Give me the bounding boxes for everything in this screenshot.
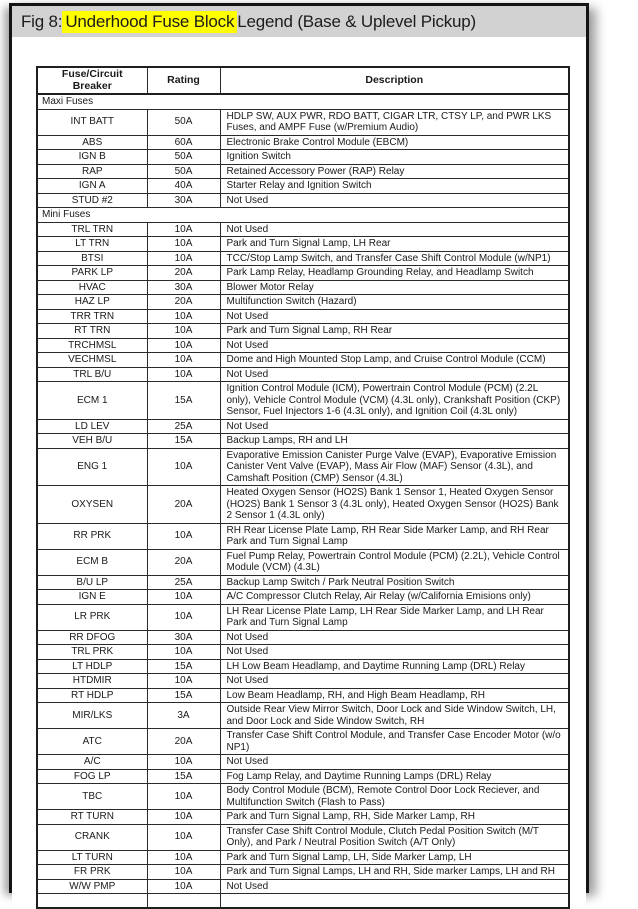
rating-cell: 10A <box>147 784 220 810</box>
rating-cell: 10A <box>147 645 220 660</box>
rating-cell: 10A <box>147 324 220 339</box>
table-row <box>37 486 569 524</box>
rating-cell: 15A <box>147 659 220 674</box>
column-header: Fuse/Circuit Breaker <box>37 67 147 94</box>
rating-cell: 20A <box>147 729 220 755</box>
description-cell: Blower Motor Relay <box>220 280 569 295</box>
fuse-cell: ECM 1 <box>37 382 147 420</box>
rating-cell: 50A <box>147 109 220 135</box>
table-row <box>37 164 569 179</box>
fuse-cell: RT HDLP <box>37 688 147 703</box>
table-row <box>37 523 569 549</box>
fuse-cell: HTDMIR <box>37 674 147 689</box>
table-row <box>37 251 569 266</box>
rating-cell: 10A <box>147 237 220 252</box>
table-row <box>37 549 569 575</box>
fuse-cell: LD LEV <box>37 419 147 434</box>
table-row <box>37 865 569 880</box>
description-cell: Multifunction Switch (Hazard) <box>220 295 569 310</box>
table-row <box>37 280 569 295</box>
rating-cell: 15A <box>147 434 220 449</box>
section-label: Mini Fuses <box>37 208 569 223</box>
rating-cell: 10A <box>147 353 220 368</box>
title-bar <box>12 6 586 37</box>
table-row <box>37 367 569 382</box>
rating-cell: 10A <box>147 590 220 605</box>
description-cell: Not Used <box>220 419 569 434</box>
description-cell: HDLP SW, AUX PWR, RDO BATT, CIGAR LTR, CTSY LP, and PWR LKS Fuses, and AMPF Fuse (w/Premium Audio) <box>220 109 569 135</box>
rating-cell: 20A <box>147 266 220 281</box>
table-row <box>37 703 569 729</box>
description-cell: Park and Turn Signal Lamp, LH Rear <box>220 237 569 252</box>
description-cell: LH Rear License Plate Lamp, LH Rear Side Marker Lamp, and LH Rear Park and Turn Signal Lamp <box>220 604 569 630</box>
table-row <box>37 729 569 755</box>
description-cell: Park and Turn Signal Lamp, LH, Side Marker Lamp, LH <box>220 850 569 865</box>
description-cell: LH Low Beam Headlamp, and Daytime Running Lamp (DRL) Relay <box>220 659 569 674</box>
fuse-cell: MIR/LKS <box>37 703 147 729</box>
table-row <box>37 879 569 894</box>
header-row <box>37 67 569 94</box>
description-cell: Not Used <box>220 879 569 894</box>
table-row <box>37 604 569 630</box>
description-cell: Park and Turn Signal Lamp, RH, Side Marker Lamp, RH <box>220 810 569 825</box>
description-cell: Not Used <box>220 338 569 353</box>
fuse-cell: LT HDLP <box>37 659 147 674</box>
table-row <box>37 309 569 324</box>
table-row <box>37 353 569 368</box>
rating-cell: 10A <box>147 338 220 353</box>
fuse-cell: IGN E <box>37 590 147 605</box>
table-row <box>37 755 569 770</box>
description-cell: Not Used <box>220 193 569 208</box>
fuse-cell: OXYSEN <box>37 486 147 524</box>
description-cell: Not Used <box>220 674 569 689</box>
table-row <box>37 382 569 420</box>
rating-cell: 20A <box>147 549 220 575</box>
description-cell: Park and Turn Signal Lamp, RH Rear <box>220 324 569 339</box>
table-row <box>37 630 569 645</box>
fuse-cell: ENG 1 <box>37 448 147 486</box>
fuse-cell: TRL PRK <box>37 645 147 660</box>
table-row <box>37 222 569 237</box>
description-cell: Low Beam Headlamp, RH, and High Beam Headlamp, RH <box>220 688 569 703</box>
description-cell: Transfer Case Shift Control Module, and Transfer Case Encoder Motor (w/o NP1) <box>220 729 569 755</box>
description-cell: Backup Lamp Switch / Park Neutral Position Switch <box>220 575 569 590</box>
table-row <box>37 810 569 825</box>
fuse-cell: LT TURN <box>37 850 147 865</box>
rating-cell: 20A <box>147 486 220 524</box>
description-cell: Not Used <box>220 645 569 660</box>
rating-cell <box>147 894 220 908</box>
rating-cell: 50A <box>147 164 220 179</box>
description-cell <box>220 894 569 908</box>
fuse-cell: RR DFOG <box>37 630 147 645</box>
document-window <box>9 3 589 893</box>
rating-cell: 60A <box>147 135 220 150</box>
table-row <box>37 850 569 865</box>
rating-cell: 30A <box>147 193 220 208</box>
fuse-cell: IGN A <box>37 179 147 194</box>
description-cell: Starter Relay and Ignition Switch <box>220 179 569 194</box>
description-cell: Park and Turn Signal Lamps, LH and RH, Side marker Lamps, LH and RH <box>220 865 569 880</box>
description-cell: Not Used <box>220 630 569 645</box>
fuse-cell: IGN B <box>37 150 147 165</box>
fuse-legend-table <box>36 66 570 909</box>
rating-cell: 30A <box>147 280 220 295</box>
fuse-cell: W/W PMP <box>37 879 147 894</box>
description-cell: Fog Lamp Relay, and Daytime Running Lamps (DRL) Relay <box>220 769 569 784</box>
fuse-cell: PARK LP <box>37 266 147 281</box>
rating-cell: 3A <box>147 703 220 729</box>
description-cell: Outside Rear View Mirror Switch, Door Lock and Side Window Switch, LH, and Door Lock and Side Window Switch, RH <box>220 703 569 729</box>
description-cell: TCC/Stop Lamp Switch, and Transfer Case Shift Control Module (w/NP1) <box>220 251 569 266</box>
rating-cell: 10A <box>147 865 220 880</box>
section-label: Maxi Fuses <box>37 94 569 109</box>
section-row <box>37 94 569 109</box>
rating-cell: 15A <box>147 688 220 703</box>
table-row <box>37 769 569 784</box>
description-cell: Fuel Pump Relay, Powertrain Control Module (PCM) (2.2L), Vehicle Control Module (VCM) (4.3L) <box>220 549 569 575</box>
fuse-cell: RT TURN <box>37 810 147 825</box>
table-row <box>37 784 569 810</box>
table-row <box>37 894 569 908</box>
table-header <box>37 67 569 94</box>
description-cell: Not Used <box>220 309 569 324</box>
rating-cell: 10A <box>147 523 220 549</box>
fuse-cell <box>37 894 147 908</box>
table-row <box>37 590 569 605</box>
rating-cell: 40A <box>147 179 220 194</box>
table-row <box>37 645 569 660</box>
fuse-cell: FR PRK <box>37 865 147 880</box>
table-row <box>37 266 569 281</box>
table-row <box>37 419 569 434</box>
figure-title-prefix: Fig 8: <box>21 11 63 31</box>
table-row <box>37 575 569 590</box>
rating-cell: 10A <box>147 810 220 825</box>
description-cell: Electronic Brake Control Module (EBCM) <box>220 135 569 150</box>
rating-cell: 10A <box>147 755 220 770</box>
table-row <box>37 434 569 449</box>
rating-cell: 15A <box>147 769 220 784</box>
table-row <box>37 193 569 208</box>
table-row <box>37 674 569 689</box>
figure-title-suffix: Legend (Base & Uplevel Pickup) <box>237 11 477 31</box>
rating-cell: 10A <box>147 674 220 689</box>
description-cell: Ignition Switch <box>220 150 569 165</box>
rating-cell: 10A <box>147 367 220 382</box>
fuse-cell: LR PRK <box>37 604 147 630</box>
description-cell: Body Control Module (BCM), Remote Control Door Lock Reciever, and Multifunction Switch (Flash to Pass) <box>220 784 569 810</box>
fuse-cell: LT TRN <box>37 237 147 252</box>
table-row <box>37 150 569 165</box>
fuse-cell: ATC <box>37 729 147 755</box>
fuse-cell: RAP <box>37 164 147 179</box>
fuse-cell: FOG LP <box>37 769 147 784</box>
rating-cell: 15A <box>147 382 220 420</box>
fuse-cell: ABS <box>37 135 147 150</box>
fuse-cell: TRL TRN <box>37 222 147 237</box>
description-cell: Not Used <box>220 222 569 237</box>
description-cell: RH Rear License Plate Lamp, RH Rear Side Marker Lamp, and RH Rear Park and Turn Signal Lamp <box>220 523 569 549</box>
figure-title-highlight: Underhood Fuse Block <box>62 11 237 33</box>
column-header: Description <box>220 67 569 94</box>
fuse-cell: B/U LP <box>37 575 147 590</box>
description-cell: Not Used <box>220 755 569 770</box>
fuse-cell: INT BATT <box>37 109 147 135</box>
table-row <box>37 688 569 703</box>
fuse-cell: RR PRK <box>37 523 147 549</box>
fuse-cell: ECM B <box>37 549 147 575</box>
rating-cell: 10A <box>147 850 220 865</box>
table-row <box>37 324 569 339</box>
description-cell: Heated Oxygen Sensor (HO2S) Bank 1 Sensor 1, Heated Oxygen Sensor (HO2S) Bank 1 Sensor 3 (4.3L only), Heated Oxygen Sensor (HO2S) Bank 2 Sensor 1 (4.3L only) <box>220 486 569 524</box>
table-row <box>37 824 569 850</box>
description-cell: Ignition Control Module (ICM), Powertrain Control Module (PCM) (2.2L only), Vehicle Control Module (VCM) (4.3L only), Crankshaft Position (CKP) Sensor, Fuel Injectors 1-6 (4.3L only), and Ignition Coil (4.3L only) <box>220 382 569 420</box>
column-header: Rating <box>147 67 220 94</box>
table-row <box>37 179 569 194</box>
table-row <box>37 135 569 150</box>
rating-cell: 10A <box>147 309 220 324</box>
rating-cell: 25A <box>147 419 220 434</box>
fuse-cell: RT TRN <box>37 324 147 339</box>
fuse-cell: CRANK <box>37 824 147 850</box>
fuse-cell: HAZ LP <box>37 295 147 310</box>
table-row <box>37 448 569 486</box>
rating-cell: 10A <box>147 251 220 266</box>
rating-cell: 10A <box>147 879 220 894</box>
rating-cell: 10A <box>147 824 220 850</box>
fuse-cell: VECHMSL <box>37 353 147 368</box>
rating-cell: 10A <box>147 604 220 630</box>
fuse-cell: TRR TRN <box>37 309 147 324</box>
description-cell: A/C Compressor Clutch Relay, Air Relay (w/California Emisions only) <box>220 590 569 605</box>
fuse-cell: A/C <box>37 755 147 770</box>
rating-cell: 10A <box>147 222 220 237</box>
description-cell: Backup Lamps, RH and LH <box>220 434 569 449</box>
rating-cell: 25A <box>147 575 220 590</box>
fuse-cell: TBC <box>37 784 147 810</box>
section-row <box>37 208 569 223</box>
table-row <box>37 659 569 674</box>
rating-cell: 50A <box>147 150 220 165</box>
rating-cell: 10A <box>147 448 220 486</box>
table-row <box>37 109 569 135</box>
description-cell: Retained Accessory Power (RAP) Relay <box>220 164 569 179</box>
fuse-cell: HVAC <box>37 280 147 295</box>
description-cell: Transfer Case Shift Control Module, Clutch Pedal Position Switch (M/T Only), and Park / Neutral Position Switch (A/T Only) <box>220 824 569 850</box>
fuse-cell: VEH B/U <box>37 434 147 449</box>
table-row <box>37 295 569 310</box>
table-row <box>37 338 569 353</box>
table-row <box>37 237 569 252</box>
description-cell: Evaporative Emission Canister Purge Valve (EVAP), Evaporative Emission Canister Vent Valve (EVAP), Mass Air Flow (MAF) Sensor (4.3L), and Camshaft Position (CMP) Sensor (4.3L) <box>220 448 569 486</box>
fuse-cell: TRCHMSL <box>37 338 147 353</box>
fuse-cell: BTSI <box>37 251 147 266</box>
description-cell: Not Used <box>220 367 569 382</box>
fuse-cell: TRL B/U <box>37 367 147 382</box>
fuse-cell: STUD #2 <box>37 193 147 208</box>
description-cell: Dome and High Mounted Stop Lamp, and Cruise Control Module (CCM) <box>220 353 569 368</box>
rating-cell: 20A <box>147 295 220 310</box>
rating-cell: 30A <box>147 630 220 645</box>
description-cell: Park Lamp Relay, Headlamp Grounding Relay, and Headlamp Switch <box>220 266 569 281</box>
scanned-page <box>12 37 586 909</box>
